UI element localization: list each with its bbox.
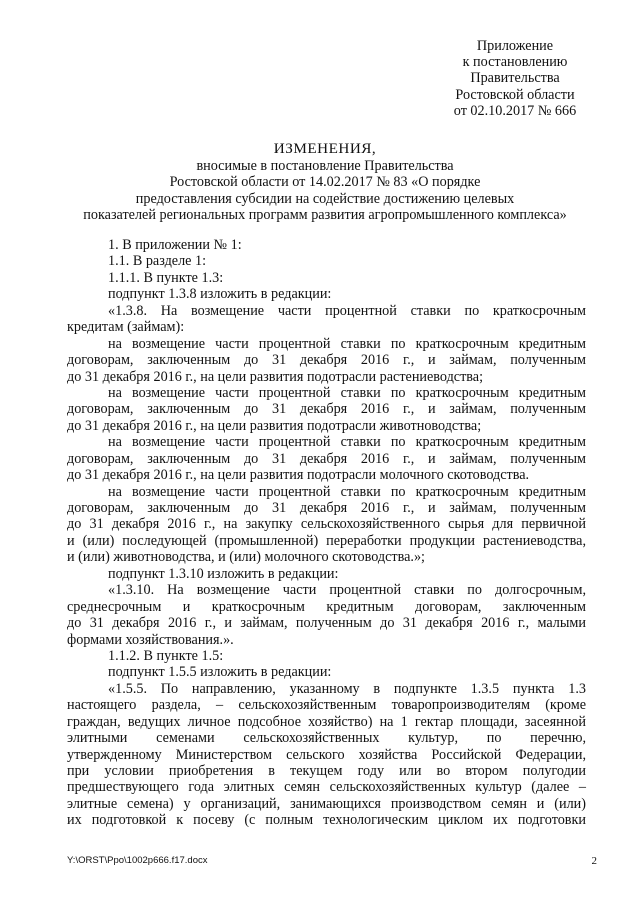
- body-line: среднесрочным и краткосрочным кредитным договорам, заключенным: [67, 598, 586, 615]
- appendix-line: Ростовской области: [455, 86, 575, 103]
- title-line: предоставления субсидии на содействие достижению целевых: [135, 190, 515, 207]
- body-line: на возмещение части процентной ставки по краткосрочным кредитным: [108, 483, 586, 500]
- body-line: подпункт 1.5.5 изложить в редакции:: [108, 664, 332, 681]
- body-line: на возмещение части процентной ставки по краткосрочным кредитным: [108, 384, 586, 401]
- document-body: [67, 237, 586, 829]
- body-line: и (или) животноводства, и (или) молочного скотоводства.»;: [67, 549, 425, 566]
- body-line: до 31 декабря 2016 г., на цели развития подотрасли растениеводства;: [67, 368, 484, 385]
- appendix-line: Правительства: [470, 70, 560, 87]
- body-line: договорам, заключенным до 31 декабря 2016 г., и займам, полученным: [67, 450, 586, 467]
- title-main: ИЗМЕНЕНИЯ,: [273, 140, 377, 157]
- body-line: утвержденному Министерством сельского хозяйства Российской Федерации,: [67, 746, 586, 763]
- body-line: при условии приобретения в текущем году или во втором полугодии: [67, 763, 586, 779]
- appendix-line: к постановлению: [462, 54, 568, 71]
- body-line: договорам, заключенным до 31 декабря 2016 г., и займам, полученным: [67, 500, 586, 516]
- body-line: элитными семенами сельскохозяйственных культур, по перечню,: [67, 730, 586, 747]
- body-line: до 31 декабря 2016 г., на цели развития подотрасли животноводства;: [67, 417, 482, 434]
- body-line: «1.5.5. По направлению, указанному в подпункте 1.3.5 пункта 1.3: [108, 680, 586, 697]
- title-line: вносимые в постановление Правительства: [196, 158, 454, 175]
- body-line: настоящего раздела, – сельскохозяйственным товаропроизводителям (кроме: [67, 697, 586, 714]
- title-line: Ростовской области от 14.02.2017 № 83 «О порядке: [169, 174, 481, 191]
- body-line: на возмещение части процентной ставки по краткосрочным кредитным: [108, 434, 586, 451]
- body-line: подпункт 1.3.8 изложить в редакции:: [108, 286, 332, 303]
- body-line: 1.1.1. В пункте 1.3:: [108, 269, 224, 286]
- body-line: 1.1. В разделе 1:: [108, 253, 207, 270]
- body-line: граждан, ведущих личное подсобное хозяйство) на 1 гектар площади, засеянной: [67, 713, 586, 730]
- appendix-line: Приложение: [476, 38, 554, 54]
- body-line: договорам, заключенным до 31 декабря 2016 г., и займам, полученным: [67, 352, 586, 369]
- body-line: на возмещение части процентной ставки по краткосрочным кредитным: [108, 335, 586, 352]
- body-line: предшествующего года элитных семян сельскохозяйственных культур (далее –: [67, 779, 586, 796]
- body-line: «1.3.8. На возмещение части процентной ставки по краткосрочным: [108, 302, 586, 319]
- body-line: договорам, заключенным до 31 декабря 2016 г., и займам, полученным: [67, 401, 586, 418]
- page-number: 2: [591, 855, 597, 867]
- body-line: до 31 декабря 2016 г., и займам, полученным до 31 декабря 2016 г., малыми: [67, 615, 586, 632]
- body-line: и (или) последующей (промышленной) переработки продукции растениеводства,: [67, 532, 586, 549]
- document-title: [60, 141, 590, 223]
- body-line: подпункт 1.3.10 изложить в редакции:: [108, 565, 339, 582]
- title-line: показателей региональных программ развития агропромышленного комплекса»: [83, 206, 567, 223]
- body-line: до 31 декабря 2016 г., на цели развития подотрасли молочного скотоводства.: [67, 467, 530, 484]
- body-line: 1. В приложении № 1:: [108, 237, 242, 253]
- body-line: «1.3.10. На возмещение части процентной ставки по долгосрочным,: [108, 582, 586, 599]
- body-line: формами хозяйствования.».: [67, 631, 234, 648]
- appendix-header: [425, 38, 605, 119]
- file-path: Y:\ORST\Ppo\1002p666.f17.docx: [67, 855, 208, 866]
- body-line: 1.1.2. В пункте 1.5:: [108, 647, 224, 664]
- body-line: элитные семена) у организаций, занимающихся производством семян и (или): [67, 795, 586, 812]
- body-line: до 31 декабря 2016 г., на закупку сельскохозяйственного сырья для первичной: [67, 516, 586, 533]
- body-line: их подготовкой к посеву (с полным технологическим циклом их подготовки: [67, 812, 586, 829]
- body-line: кредитам (займам):: [67, 319, 185, 336]
- appendix-line: от 02.10.2017 № 666: [453, 102, 577, 119]
